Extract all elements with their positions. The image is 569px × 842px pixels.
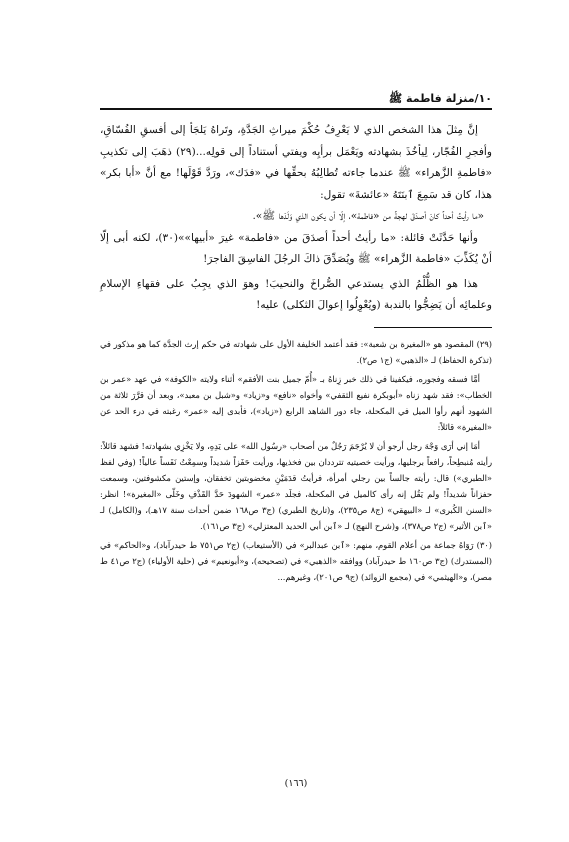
- quote-paragraph: «ما رأيتُ أحداً كانَ أصدَقَ لهجةً من «فاطمة»، إلّا أن يكون الذي وَلَدَها ﷺ».: [252, 210, 484, 222]
- footnote-29-continued: أمَا إني أرَى وَجْهَ رجل أرجو أن لا يُرْجَمَ رَجُلٌ من أصحاب «رسُول الله» على يَدِهِ، ولا يَخْزِي بشهادته! فشهد قائلاً: رأيته مُنبطِحاً، رافعاً برجليها، ورأيت خصيتيه تترددان بين فخذيها، ورأيت حَفَزاً شديداً وسمِعْتُ نَفَساً عالياً! (وفي لفظ «الطبري») قال: رأيته جالساً بين رجلي أمرأة، فرأيتُ قدَمَيْنِ مخضوبتين تخفقان، وإستين مكشوفتين، وسمعت حفزاناً شديداً! ولم يَقُل إنه رأى كالميل في المكحلة، فجلَد «عمر» الشهودَ حَدَّ القَذْفِ وخَلّى «المغيرة»! انظر: «السنن الكُبرى» لـ «البيهقي» (ج٨ ص٢٣٥)، و(تاريخ الطبري) (ج٣ ص١٦٨ ضمن أحداث سنة ١٧هـ)، و(الكامل) لـ «ٱبن الأثير» (ج٢ ص٣٧٨)، و(شرح النهج) لـ «ٱبن أبي الحديد المعتزلي» (ج٣ ص١٦١).: [100, 440, 493, 531]
- running-head: [100, 86, 492, 110]
- footnote-30: (٣٠) رَوَاهُ جماعة من أعلام القوم، منهم: «ٱبن عبدالبر» في (الأستيعاب) (ج٢ ص٧٥١ ط حيدرآباد)، و«الحاكم» في (المستدرك) (ج٣ ص١٦٠ ط حيدرآباد) ووافقه «الذهبي» في (تصحيحه)، و«أبونعيم» في (حلية الأولياء) (ج٢ ص٤١ ط مصر)، و«الهيثمي» في (مجمع الزوائد) (ج٩ ص٢٠١)، وغيرهم...: [100, 539, 493, 582]
- book-page: [100, 86, 492, 816]
- main-paragraph: وأنها حَدَّثَتْ قائلة: «ما رأيتُ أحداً أصدَقَ من «فاطمة» غيرَ «أبيها»»(٣٠)، لكنه أبى إلّا أنْ يُكَذِّبَ «فاطمة الزَّهراء» ﷺ ويُصَدِّقَ ذاكَ الرجُلَ الفاسِقَ الفاجرَ!: [100, 231, 492, 265]
- main-text: [100, 120, 492, 317]
- running-head-title: ١٠/منزلة فاطمة ﷺ: [388, 92, 492, 105]
- main-paragraph: إنَّ مِثلَ هذا الشخص الذي لا يَعْرِفُ حُكْمَ ميراثِ الجَدَّةِ، وتَراهُ يَلجَأ إلى أفسقِ الفُسّاقِ، وأفجرِ الفُجّار، لِيأخُذَ بشهادته ويَعْمَل برأيِه ويفتي أستناداً إلى قولِه...(٢٩) ذهَبَ إلى تكذيبِ «فاطمةِ الزَّهراء» ﷺ عندما جاءته تُطالِبُهُ بحقِّها في «فدَك»، ورَدَّ قَوْلَها! مع أنَّ «أبا بكر» هذا، كان قد سَمِعَ ٱبنَتَهُ «عائشةَ» تقول:: [100, 124, 492, 201]
- footnote-29-continued: أمَّا فسقه وفجوره، فيكفينا في ذلك خبر زِناهُ بـ «أُمّ جميل بنت الأفقم» أثناء ولايته «الكوفة» في عهد «عمر بن الخطاب»: فقد شهد زناه «أبوبكرة نفيع الثقفي» وأخواه «نافع» و«زياد» و«شبل بن معبد»، وبعد أن قرَّرَ ثلاثة من الشهود أنهم رأوا الميل في المكحلة، جاء دور الشاهد الرابع («زياد»)، فأبدى إليه «عمر» رغبته في درء الحد عن «المغيرة» قائلاً:: [100, 373, 492, 432]
- page-number: (١٦٦): [284, 778, 308, 789]
- footnotes: [100, 336, 492, 585]
- footnote-separator: [374, 327, 492, 328]
- footnote-29: (٢٩) المقصود هو «المغيرة بن شعبة»: فقد أعتمد الخليفة الأول على شهادته في حكم إرث الجدَّة كما هو مذكور في (تذكرة الحفاظ) لـ «الذهبي» (ج١ ص٢).: [100, 338, 492, 365]
- main-paragraph: هذا هو الظُّلْمُ الذي يستدعي الصُّراخَ والنحيبَ! وهوَ الذي يجِبُ على فقهاءِ الإسلامِ وعلمائِه أن يَضِجُّوا بالندبة (ويُعْوِلُوا إعوالَ الثكلى) عليه!: [100, 277, 492, 311]
